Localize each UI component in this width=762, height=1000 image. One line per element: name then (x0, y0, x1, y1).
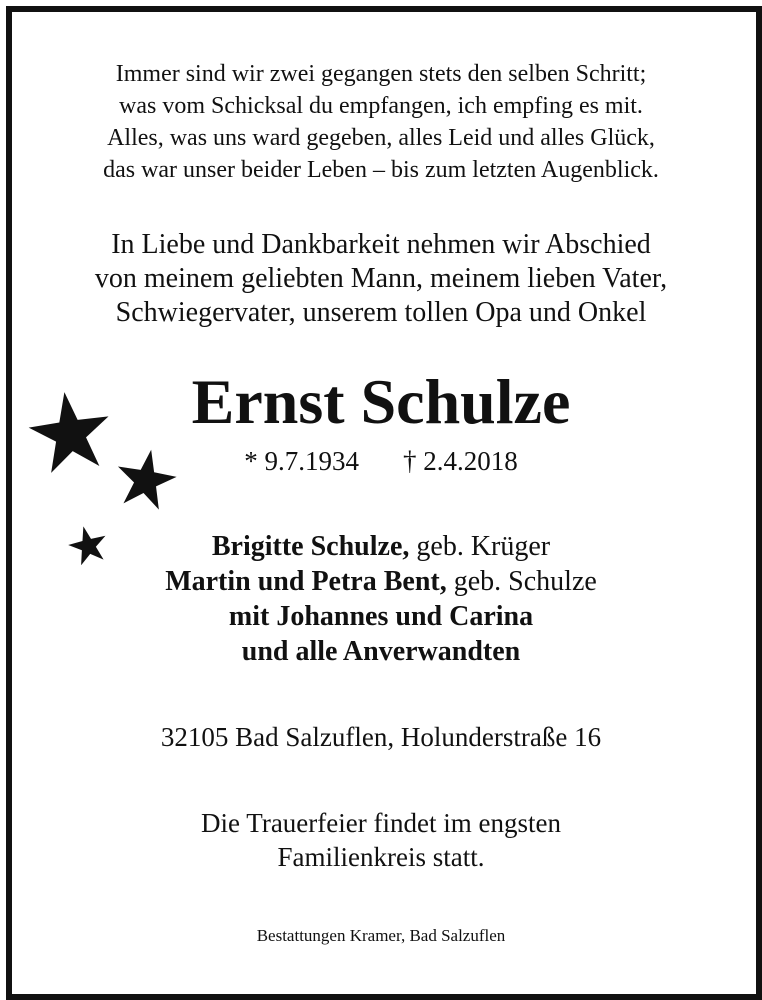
farewell-line: von meinem geliebten Mann, meinem lieben Vater, (94, 263, 668, 294)
poem-line: das war unser beider Leben – bis zum letzten Augenblick. (103, 157, 659, 183)
mourner-line (0, 634, 762, 669)
farewell-line: In Liebe und Dankbarkeit nehmen wir Abschied (111, 229, 651, 260)
poem (0, 58, 762, 186)
mourner-line (0, 564, 762, 599)
mourner-name: und alle Anverwandten (241, 636, 521, 667)
family-address: 32105 Bad Salzuflen, Holunderstraße 16 (160, 722, 602, 752)
mourner-line (0, 529, 762, 564)
mourner-name: Martin und Petra Bent, (165, 566, 447, 597)
poem-line: Immer sind wir zwei gegangen stets den selben Schritt; (115, 61, 647, 87)
mourner-line (0, 599, 762, 634)
farewell-text (0, 228, 762, 330)
mourner-name: mit Johannes und Carina (228, 601, 534, 632)
service-notice (0, 806, 762, 874)
mourners-list (0, 529, 762, 669)
death-date: † 2.4.2018 (403, 446, 518, 476)
poem-line: Alles, was uns ward gegeben, alles Leid und alles Glück, (107, 125, 655, 151)
service-line: Die Trauerfeier findet im engsten (201, 808, 561, 838)
birth-date: * 9.7.1934 (244, 446, 359, 476)
life-dates (0, 444, 762, 478)
mourner-maiden-name: geb. Krüger (409, 531, 551, 562)
poem-line: was vom Schicksal du empfangen, ich empfing es mit. (119, 93, 643, 119)
farewell-line: Schwiegervater, unserem tollen Opa und Onkel (115, 297, 647, 328)
funeral-home: Bestattungen Kramer, Bad Salzuflen (256, 926, 506, 945)
service-line: Familienkreis statt. (277, 842, 485, 872)
mourner-name: Brigitte Schulze, (211, 531, 410, 562)
mourner-maiden-name: geb. Schulze (446, 566, 597, 597)
deceased-name: Ernst Schulze (191, 366, 571, 437)
